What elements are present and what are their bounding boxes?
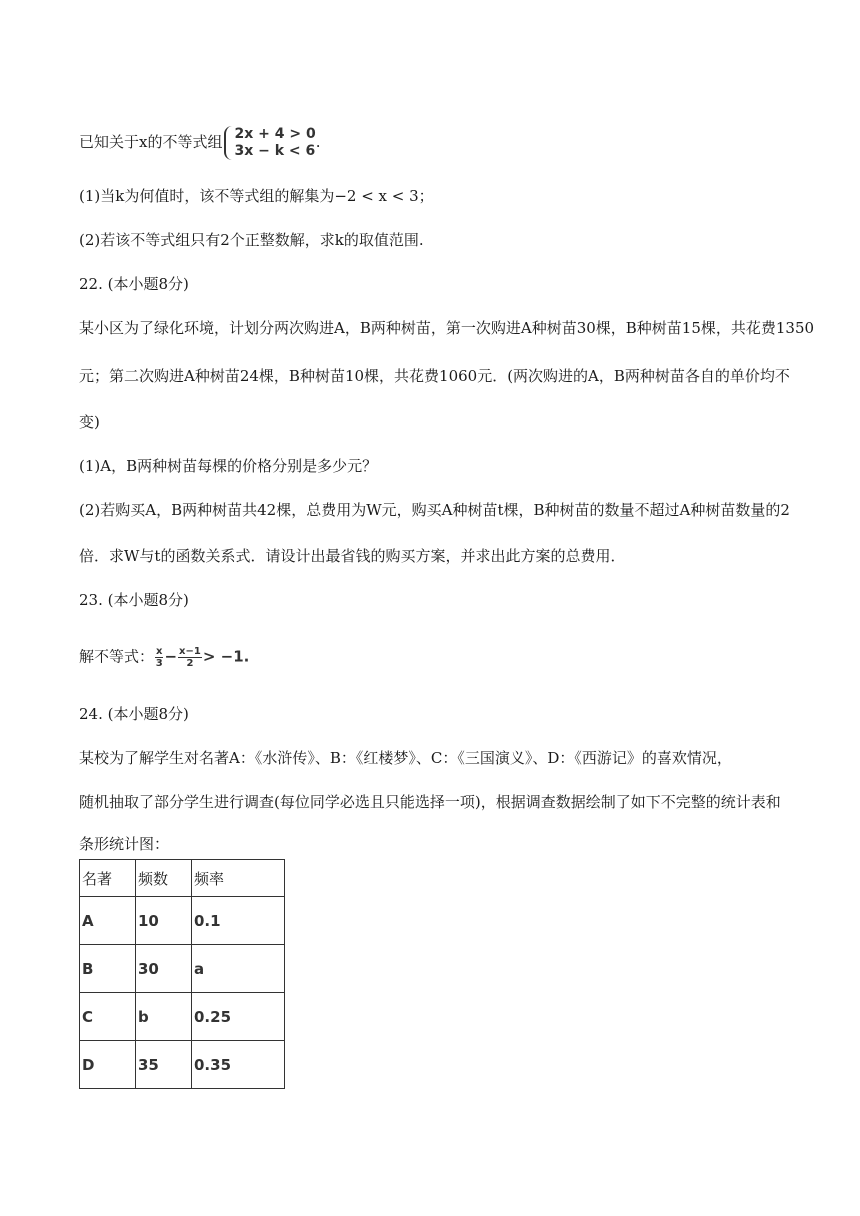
q24-header: 24. (本小题8分) [79, 705, 189, 723]
q21-intro: 已知关于x的不等式组 [79, 133, 223, 151]
table-cell: C [80, 993, 136, 1041]
q23-header: 23. (本小题8分) [79, 591, 189, 609]
table-cell: 30 [136, 945, 192, 993]
q22-part1: (1)A，B两种树苗每棵的价格分别是多少元？ [79, 457, 378, 475]
table-row [80, 945, 285, 993]
table-cell: 0.1 [192, 897, 285, 945]
table-cell: 0.25 [192, 993, 285, 1041]
table-cell: 35 [136, 1041, 192, 1089]
q21-intro-line [79, 126, 320, 160]
q22-paragraph-line-2: 元；第二次购进A种树苗24棵，B种树苗10棵，共花费1060元．(两次购进的A，B两种树苗各自的单价均不 [79, 367, 790, 385]
q22-paragraph-line-1: 某小区为了绿化环境，计划分两次购进A，B两种树苗，第一次购进A种树苗30棵，B种树苗15棵，共花费1350 [79, 319, 815, 337]
table-cell: A [80, 897, 136, 945]
q22-header: 22. (本小题8分) [79, 275, 189, 293]
q22-paragraph-line-3: 变) [79, 413, 100, 431]
table-cell: 0.35 [192, 1041, 285, 1089]
q24-paragraph-line-1: 某校为了解学生对名著A：《水浒传》、B：《红楼梦》、C：《三国演义》、D：《西游记》的喜欢情况， [79, 749, 732, 767]
inequality-rhs: > −1. [202, 647, 250, 666]
header-cell-title: 名著 [80, 860, 136, 897]
fraction-x-minus-1-over-2: $\frac{x-1}{2}$ [179, 646, 201, 669]
minus-sign: − [164, 647, 178, 666]
q21-tail: . [315, 133, 321, 151]
table-row [80, 1041, 285, 1089]
system-row-1: 2x + 4 > 0 [234, 126, 316, 142]
inequality-system [224, 126, 315, 160]
q22-part2-line-1: (2)若购买A，B两种树苗共42棵，总费用为W元，购买A种树苗t棵，B种树苗的数量不超过A种树苗数量的2 [79, 501, 790, 519]
q24-paragraph-line-2: 随机抽取了部分学生进行调查(每位同学必选且只能选择一项)，根据调查数据绘制了如下不完整的统计表和 [79, 793, 781, 811]
header-cell-frequency: 频数 [136, 860, 192, 897]
q21-part2: (2)若该不等式组只有2个正整数解，求k的取值范围. [79, 231, 424, 249]
q24-paragraph-line-3: 条形统计图： [79, 835, 170, 853]
q21-part1: (1)当k为何值时，该不等式组的解集为−2 < x < 3； [79, 187, 434, 205]
table-row [80, 993, 285, 1041]
system-row-2: 3x − k < 6 [234, 143, 316, 159]
fraction-x-over-3: $\frac{x}{3}$ [155, 646, 163, 669]
table-cell: b [136, 993, 192, 1041]
q23-prefix: 解不等式： [79, 647, 155, 666]
q22-part2-line-2: 倍．求W与t的函数关系式．请设计出最省钱的购买方案，并求出此方案的总费用． [79, 547, 626, 565]
table-header-row [80, 860, 285, 897]
table-cell: B [80, 945, 136, 993]
table-cell: D [80, 1041, 136, 1089]
table-row [80, 897, 285, 945]
table-cell: a [192, 945, 285, 993]
header-cell-rate: 频率 [192, 860, 285, 897]
q23-inequality [79, 646, 249, 669]
table-cell: 10 [136, 897, 192, 945]
frequency-table [79, 859, 285, 1089]
system-brace [224, 126, 233, 160]
